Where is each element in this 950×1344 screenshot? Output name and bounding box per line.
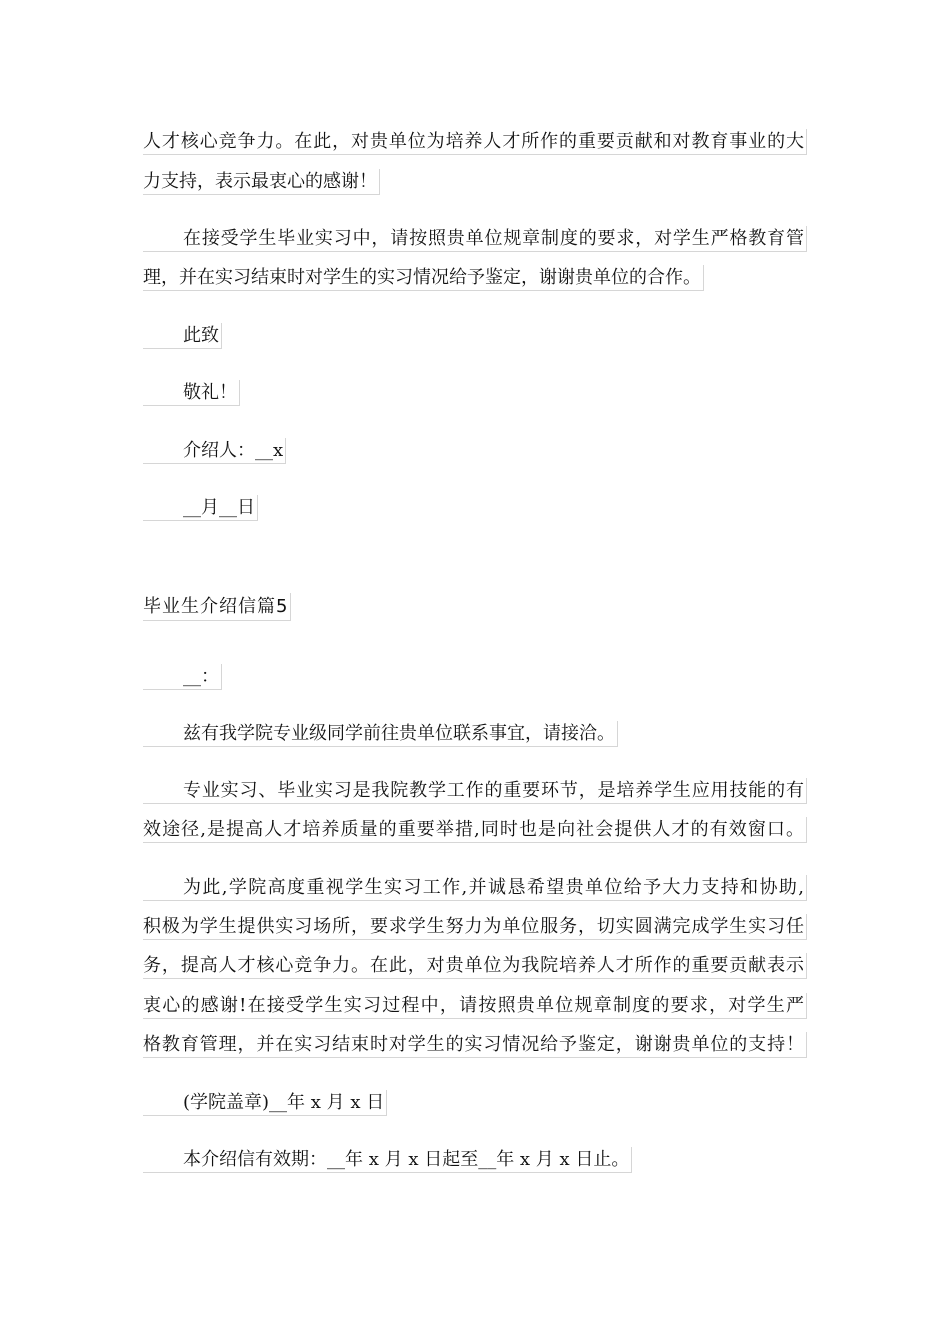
paragraph-line: 积极为学生提供实习场所，要求学生努力为单位服务，切实圆满完成学生实习任 [143, 914, 807, 940]
paragraph-line: 人才核心竞争力。在此，对贵单位为培养人才所作的重要贡献和对教育事业的大 [143, 129, 807, 155]
paragraph-line: 兹有我学院专业级同学前往贵单位联系事宜，请接洽。 [143, 721, 618, 747]
validity-line: 本介绍信有效期：__年 x 月 x 日起至__年 x 月 x 日止。 [143, 1147, 632, 1173]
date-line: __月__日 [143, 495, 258, 521]
paragraph-line: 在接受学生毕业实习中，请按照贵单位规章制度的要求，对学生严格教育管 [143, 226, 807, 252]
paragraph-line: 务，提高人才核心竞争力。在此，对贵单位为我院培养人才所作的重要贡献表示 [143, 953, 807, 979]
paragraph-line: 力支持，表示最衷心的感谢！ [143, 169, 380, 195]
paragraph-line: 专业实习、毕业实习是我院教学工作的重要环节，是培养学生应用技能的有 [143, 778, 807, 804]
paragraph-line: 衷心的感谢!在接受学生实习过程中，请按照贵单位规章制度的要求，对学生严 [143, 993, 807, 1019]
introducer-line: 介绍人：__x [143, 438, 286, 464]
paragraph-line: 理，并在实习结束时对学生的实习情况给予鉴定，谢谢贵单位的合作。 [143, 265, 704, 291]
salutation: __： [143, 664, 222, 690]
section-heading: 毕业生介绍信篇5 [143, 593, 291, 621]
closing-cizhi: 此致 [143, 323, 222, 349]
seal-date-line: (学院盖章)__年 x 月 x 日 [143, 1090, 387, 1116]
closing-jingli: 敬礼！ [143, 380, 240, 406]
paragraph-line: 为此,学院高度重视学生实习工作,并诚恳希望贵单位给予大力支持和协助, [143, 875, 807, 901]
paragraph-line: 效途径,是提高人才培养质量的重要举措,同时也是向社会提供人才的有效窗口。 [143, 817, 807, 843]
paragraph-line: 格教育管理，并在实习结束时对学生的实习情况给予鉴定，谢谢贵单位的支持！ [143, 1032, 807, 1058]
